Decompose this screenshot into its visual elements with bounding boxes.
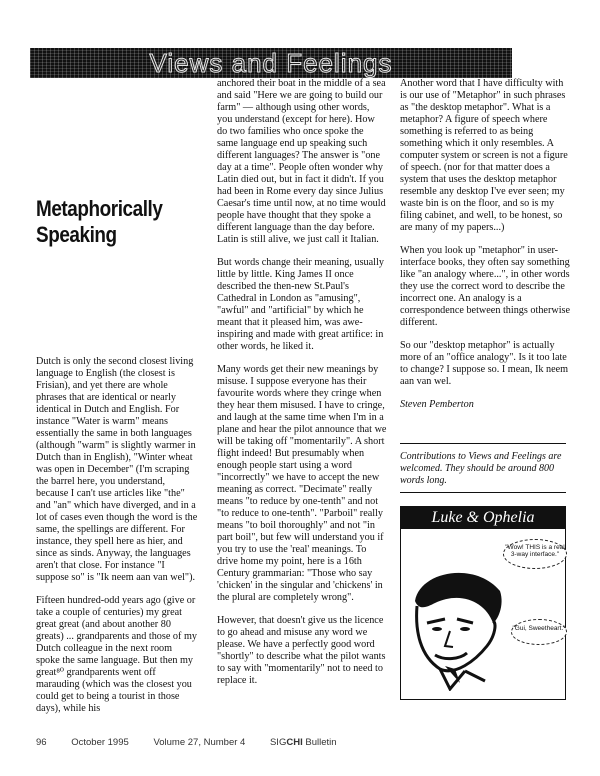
- paragraph: But words change their meaning, usually little by little. King James II once described the then-new St.Paul's Cathedral in London as "amusing", "awful" and "artificial" by which he meant that it pleased him, was awe-inspiring and made with great artifice: in other words, he liked it.: [217, 257, 384, 352]
- paragraph: anchored their boat in the middle of a sea and said "Here we are going to build our farm" — although using other words, you understand (except for here). How do two families who once spoke the same language end up speaking such different languages? The answer is "one day at a time". People often wonder why Latin died out, but in fact it didn't. If you had been in Rome every day since Julius Caesar's time until now, at no time would people have thought that they spoke a different language than the day before. Latin is still alive, we just call it Italian.: [217, 78, 386, 245]
- comic-title: Luke & Ophelia: [401, 507, 565, 529]
- pub-bold: CHI: [286, 737, 303, 748]
- paragraph: Many words get their new meanings by misuse. I suppose everyone has their favourite words where they cringe when they hear them misused. I have to cringe, and laugh at the same time when I'm in a plane and hear the pilot announce that we will be taking off "momentarily". A short flight indeed! But presumably when enough people start using a word "incorrectly" we have to accept the new meaning as correct. "Decimate" really means "to reduce by one-tenth" and not "to reduce to one-tenth". "Parboil" really means "to boil thoroughly" and not "in part boil", but few will understand you if you try to use the 'real' meanings. To drive home my point, here is a 16th Century grammarian: "Those who say 'chicken' in the singular and 'chickens' in the plural are completely wrong".: [217, 364, 387, 603]
- divider: [400, 492, 566, 493]
- page-number: 96: [36, 737, 47, 748]
- paragraph: When you look up "metaphor" in user-interface books, they often say something like "an analogy where...", in other words they use the correct word to describe the incorrect one. An analogy is a correspondence between things otherwise different.: [400, 245, 571, 328]
- contribution-note: Contributions to Views and Feelings are welcomed. They should be around 800 words long.: [400, 451, 562, 486]
- article-title-line1: Metaphorically: [36, 196, 163, 221]
- article-title: [36, 196, 174, 248]
- speech-bubble: "Wow! THIS is a real 3-way interface.": [503, 539, 567, 569]
- section-banner: [30, 48, 512, 78]
- author-signature: Steven Pemberton: [400, 399, 474, 410]
- page-footer: [36, 737, 359, 748]
- section-title: Views and Feelings: [149, 48, 393, 78]
- man-portrait-icon: [405, 561, 515, 691]
- column-3: [400, 78, 570, 422]
- pub-suffix: Bulletin: [302, 737, 337, 748]
- article-title-line2: Speaking: [36, 222, 117, 247]
- volume-info: Volume 27, Number 4: [153, 737, 246, 748]
- column-2: [217, 78, 387, 698]
- paragraph: However, that doesn't give us the licence to go ahead and misuse any word we please. We have a perfectly good word "shortly" to describe what the pilot wants to say with "momentarily" not to need to replace it.: [217, 615, 386, 686]
- issue-date: October 1995: [71, 737, 129, 748]
- speech-bubble: "Gui, Sweetheart.": [511, 619, 567, 645]
- paragraph: Fifteen hundred-odd years ago (give or take a couple of centuries) my great great great (and about another 80 greats) ... grandparents and those of my Dutch colleague in the next room spoke the same language. But then my great⁸⁰ grandparents went off marauding (which was the closest you could get to being a tourist in those days), while his: [36, 595, 197, 714]
- publication-name: [270, 737, 337, 748]
- paragraph: Another word that I have difficulty with is our use of "Metaphor" in such phrases as "the desktop metaphor". What is a metaphor? A figure of speech where something is referred to as being something which it only resembles. A computer system or screen is not a figure of speech. (nor for that matter does a system that uses the desktop metaphor resemble any desktop I've ever seen; my waste bin is on the floor, and so is my filing cabinet, and well, to be honest, so are many of my papers...): [400, 78, 568, 233]
- divider: [400, 443, 566, 444]
- comic-strip: [400, 506, 566, 700]
- paragraph: Dutch is only the second closest living language to English (the closest is Frisian), and yet there are whole phrases that are identical or nearly identical in Dutch and English. For instance "Water is warm" means essentially the same in both languages (although "warm" is slightly warmer in Dutch than in English), "Winter wheat was open in December" (I'm scraping the barrel here, you understand, because I can't use articles like "the" and "an" which have diverged, and in a lot of cases even though the word is the same, the spellings are different. For instance, they spell here as hier, and since as sinds. Anyway, the languages aren't that close. For instance "I suppose so" is "Ik neem aan van wel").: [36, 356, 198, 583]
- paragraph: So our "desktop metaphor" is actually more of an "office analogy". Is it too late to change? I suppose so. I mean, Ik neem aan van wel.: [400, 340, 569, 387]
- pub-prefix: SIG: [269, 737, 287, 748]
- column-1: [36, 356, 198, 726]
